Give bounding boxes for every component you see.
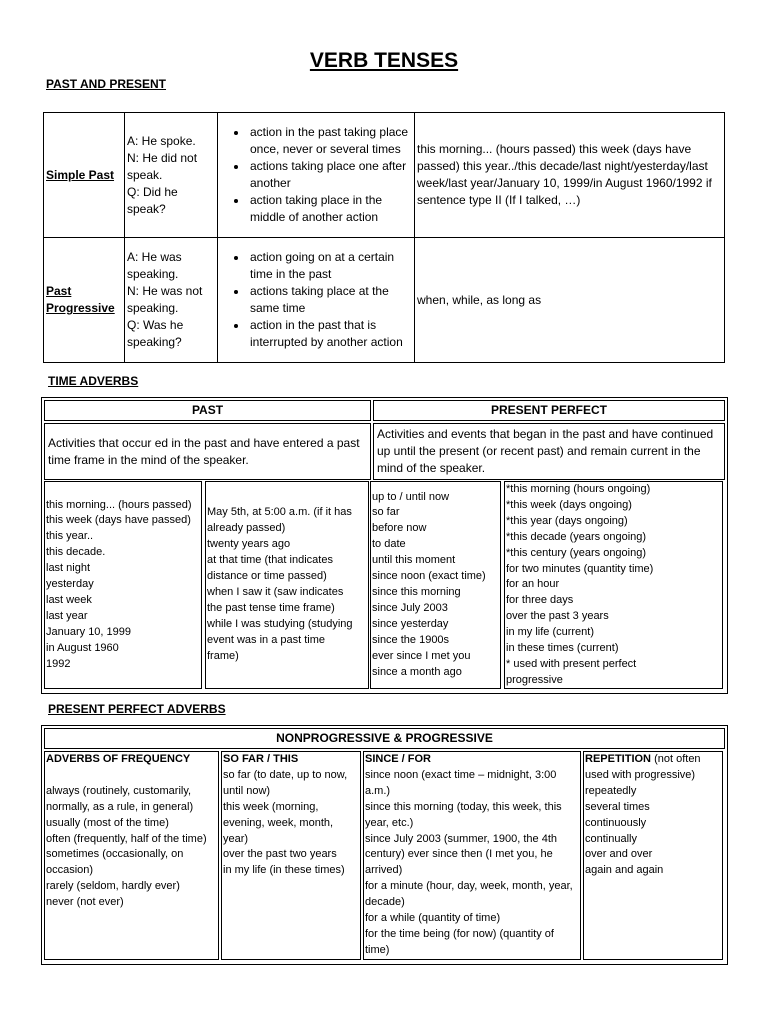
adverb-item: the past tense time frame) (207, 601, 335, 614)
adverb-item: again and again (585, 864, 664, 877)
adverb-item: already passed) (207, 522, 286, 535)
adverb-item: so far (372, 506, 400, 519)
adverb-item: last week (46, 593, 92, 606)
adverb-item: continually (585, 832, 637, 845)
tense-uses (218, 113, 415, 238)
use-item: • action taking place in the middle of another action (248, 192, 412, 226)
use-item: • action in the past that is interrupted by another action (248, 317, 412, 351)
tense-forms (125, 113, 218, 238)
adverb-item: at that time (that indicates (207, 554, 333, 567)
past-adverbs-list-2 (205, 481, 369, 689)
use-item: • action going on at a certain time in the past (248, 249, 412, 283)
so-far-this-column (221, 751, 361, 960)
adverb-item: to date (372, 538, 406, 551)
adverb-item: this year.. (46, 530, 94, 543)
adverb-item: last night (46, 562, 91, 575)
adverb-item: last year (46, 609, 88, 622)
adverb-item: rarely (seldom, hardly ever) (46, 880, 180, 893)
adverb-item: often (frequently, half of the time) (46, 832, 207, 845)
time-adverbs-table (41, 397, 728, 694)
form-affirmative: A: He spoke. (127, 133, 196, 148)
form-question: Q: Was he speaking? (127, 318, 184, 349)
adverb-item: since noon (exact time – midnight, 3:00 a.m.) (365, 768, 557, 797)
adverb-item: frame) (207, 649, 239, 662)
adverb-item: yesterday (46, 578, 94, 591)
adverb-item: in these times (current) (506, 642, 619, 655)
adverb-item: since yesterday (372, 617, 449, 630)
adverb-item: distance or time passed) (207, 570, 327, 583)
adverb-item: up to / until now (372, 490, 450, 503)
adverb-item: sometimes (occasionally, on occasion) (46, 848, 184, 877)
column-title-note: (not often used with progressive) (585, 753, 701, 781)
adverb-item: since July 2003 (summer, 1900, the 4th century) ever since then (I met you, he arrived) (365, 832, 557, 877)
adverb-item: never (not ever) (46, 896, 124, 909)
adverb-item: this week (days have passed) (46, 514, 191, 527)
table-row (44, 113, 725, 238)
adverb-item: over the past two years (223, 848, 337, 861)
column-title (46, 752, 217, 768)
adverbs-of-frequency-column (44, 751, 219, 960)
table-row (44, 238, 725, 363)
adverb-item: since noon (exact time) (372, 570, 486, 583)
adverb-item: event was in a past time (207, 633, 326, 646)
column-title (585, 752, 721, 784)
adverb-item: for the time being (for now) (quantity of time) (365, 927, 554, 956)
adverb-item: usually (most of the time) (46, 816, 169, 829)
tense-signal-words: when, while, as long as (415, 238, 725, 363)
column-title-text: ADVERBS OF FREQUENCY (46, 753, 191, 765)
adverb-item: until this moment (372, 554, 456, 567)
adverb-item: *this morning (hours ongoing) (506, 483, 651, 495)
adverb-item: this morning... (hours passed) (46, 498, 192, 511)
tense-uses (218, 238, 415, 363)
adverb-item: *this decade (years ongoing) (506, 530, 647, 543)
adverb-item: May 5th, at 5:00 a.m. (if it has (207, 506, 352, 519)
tense-forms (125, 238, 218, 363)
adverb-item: before now (372, 522, 427, 535)
adverb-item: since the 1900s (372, 633, 450, 646)
adverb-item: twenty years ago (207, 538, 291, 551)
pp-adverbs-list-1 (370, 481, 501, 689)
repetition-column (583, 751, 723, 960)
adverb-item: since July 2003 (372, 601, 448, 614)
section-heading-pp-adverbs: PRESENT PERFECT ADVERBS (48, 702, 226, 716)
adverb-item: progressive (506, 673, 563, 686)
adverb-item: January 10, 1999 (46, 625, 132, 638)
past-adverbs-list-1 (44, 481, 202, 689)
adverb-item: for two minutes (quantity time) (506, 562, 654, 575)
adverb-item: for a minute (hour, day, week, month, year, decade) (365, 880, 573, 909)
adverb-item (46, 768, 217, 784)
tense-name: Simple Past (44, 113, 125, 238)
adverb-item: in my life (in these times) (223, 864, 345, 877)
pp-adverbs-list-2 (504, 481, 723, 689)
section-heading-past-present: PAST AND PRESENT (46, 77, 167, 91)
adverb-item: so far (to date, up to now, until now) (223, 768, 348, 797)
present-perfect-header: PRESENT PERFECT (373, 400, 725, 421)
tense-name: Past Progressive (44, 238, 125, 363)
page-title: VERB TENSES (309, 49, 459, 72)
adverb-item: for a while (quantity of time) (365, 912, 501, 925)
column-title-text: REPETITION (585, 753, 652, 765)
adverb-item: *this week (days ongoing) (506, 498, 632, 511)
use-item: • action in the past taking place once, never or several times (248, 124, 412, 158)
section-heading-time-adverbs: TIME ADVERBS (48, 374, 139, 388)
adverb-item: *this century (years ongoing) (506, 546, 647, 559)
pp-adverbs-table (41, 725, 728, 965)
adverb-item: since a month ago (372, 665, 462, 678)
adverb-item: ever since I met you (372, 649, 471, 662)
column-title (365, 752, 579, 768)
use-item: • actions taking place at the same time (248, 283, 412, 317)
column-title-text: SINCE / FOR (365, 753, 432, 765)
column-title-text: SO FAR / THIS (223, 753, 299, 765)
adverb-item: while I was studying (studying (207, 617, 353, 630)
adverb-item: this week (morning, evening, week, month, year) (223, 800, 334, 845)
adverb-item: for an hour (506, 578, 560, 591)
adverb-item: always (routinely, customarily, normally, as a rule, in general) (46, 784, 194, 813)
use-item: • actions taking place one after another (248, 158, 412, 192)
adverb-item: over and over (585, 848, 653, 861)
adverb-item: continuously (585, 816, 647, 829)
adverb-item: several times (585, 800, 650, 813)
past-header: PAST (44, 400, 371, 421)
since-for-column (363, 751, 581, 960)
form-negative: N: He was not speaking. (127, 284, 203, 315)
present-perfect-description: Activities and events that began in the past and have continued up until the present (or recent past) and remain current in the mind of the speaker. (373, 423, 725, 480)
nonprogressive-progressive-header: NONPROGRESSIVE & PROGRESSIVE (44, 728, 725, 749)
form-question: Q: Did he speak? (127, 184, 178, 216)
adverb-item: when I saw it (saw indicates (207, 586, 344, 598)
adverb-item: this decade. (46, 546, 106, 559)
adverb-item: * used with present perfect (506, 657, 637, 670)
tenses-table (43, 112, 725, 363)
adverb-item: for three days (506, 594, 574, 607)
tense-signal-words: this morning... (hours passed) this week (days have passed) this year../this decade/last night/yesterday/last week/last year/January 10, 1999/in August 1960/1992 if sentence type II (If I talked, …) (415, 113, 725, 238)
adverb-item: in August 1960 (46, 641, 119, 654)
form-negative: N: He did not speak. (127, 150, 198, 182)
adverb-item: over the past 3 years (506, 610, 609, 623)
adverb-item: 1992 (46, 657, 71, 670)
past-description: Activities that occur ed in the past and have entered a past time frame in the mind of the speaker. (44, 423, 371, 480)
adverb-item: since this morning (372, 586, 461, 598)
adverb-item: *this year (days ongoing) (506, 514, 628, 527)
form-affirmative: A: He was speaking. (127, 250, 182, 281)
adverb-item: in my life (current) (506, 626, 595, 639)
adverb-item: repeatedly (585, 784, 637, 797)
column-title (223, 752, 359, 768)
adverb-item: since this morning (today, this week, this year, etc.) (365, 800, 562, 829)
